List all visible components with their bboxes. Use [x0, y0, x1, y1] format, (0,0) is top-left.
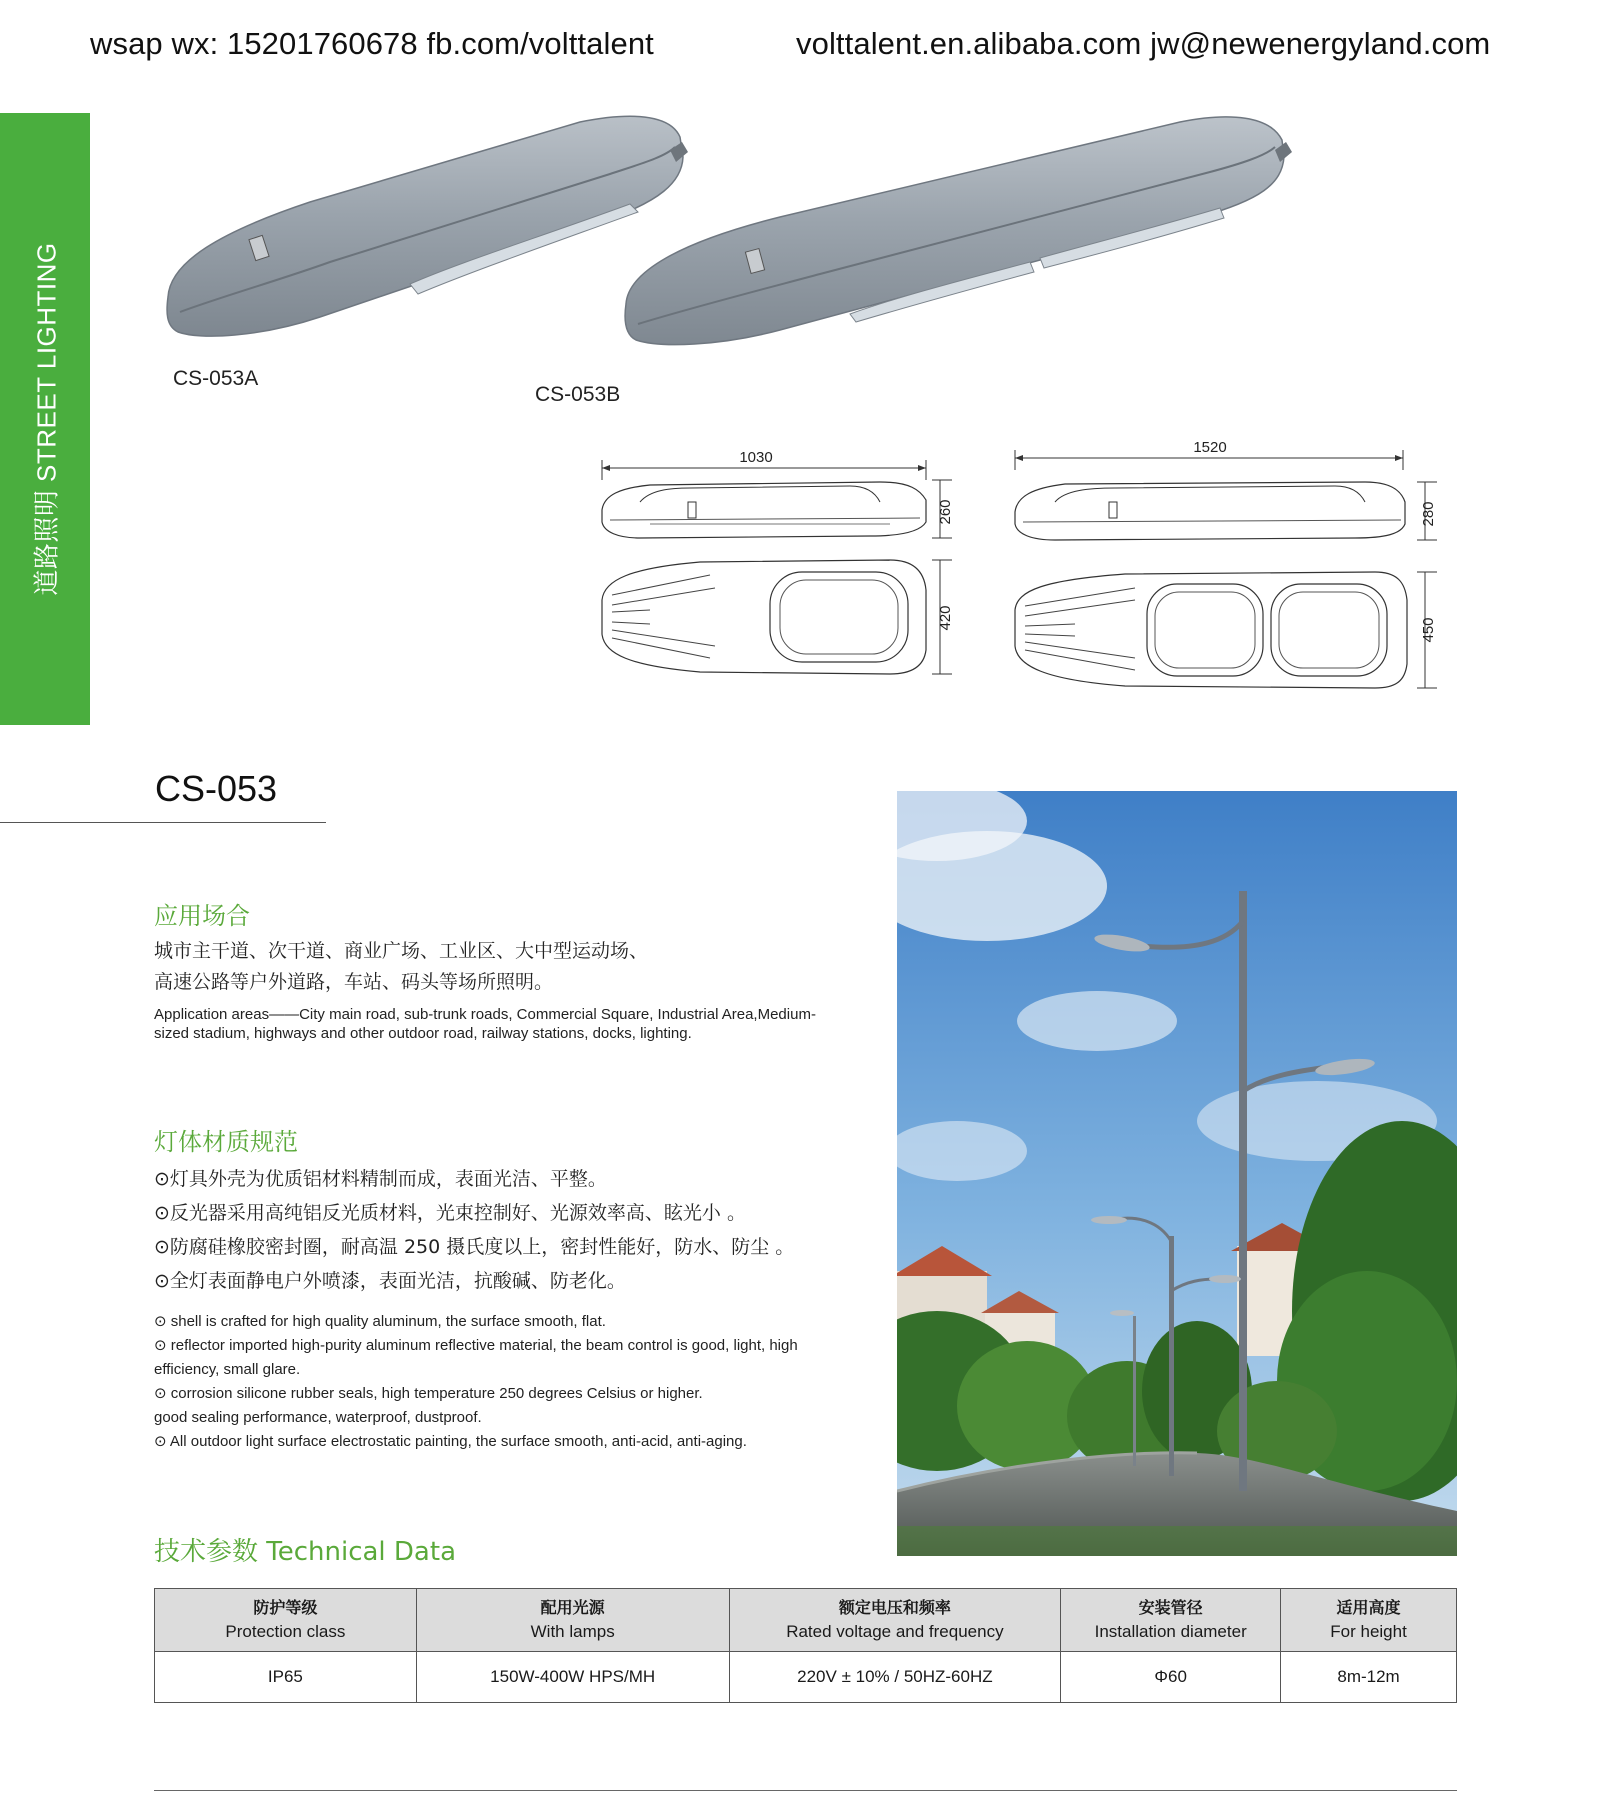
- dimension-drawing-a: [590, 440, 970, 710]
- header-height: [1281, 1589, 1457, 1652]
- title-divider: [0, 822, 326, 823]
- product-title: CS-053: [155, 768, 278, 809]
- lamp-photo-cs-053a: [160, 112, 690, 347]
- header-en: With lamps: [530, 1622, 615, 1641]
- header-zh: 安装管径: [1138, 1598, 1203, 1617]
- header-lamps: [416, 1589, 729, 1652]
- application-heading: 应用场合: [154, 902, 250, 930]
- table-row: [155, 1652, 1457, 1703]
- dim-b-length: 1520: [1193, 439, 1227, 456]
- material-zh-list: [154, 1162, 884, 1298]
- dim-b-width: 450: [1420, 617, 1437, 643]
- header-en: Protection class: [225, 1622, 346, 1641]
- model-label-a: CS-053A: [173, 367, 259, 390]
- material-en-line: good sealing performance, waterproof, dustproof.: [154, 1409, 482, 1426]
- application-zh-line: 城市主干道、次干道、商业广场、工业区、大中型运动场、: [154, 940, 649, 962]
- material-heading: 灯体材质规范: [154, 1128, 298, 1156]
- material-en-line: ⊙ shell is crafted for high quality aluminum, the surface smooth, flat.: [154, 1313, 606, 1330]
- tech-data-heading: 技术参数 Technical Data: [154, 1537, 456, 1567]
- material-en-list: [154, 1310, 884, 1454]
- cell-height: 8m-12m: [1281, 1652, 1457, 1703]
- cell-lamps: 150W-400W HPS/MH: [416, 1652, 729, 1703]
- material-zh-item: ⊙防腐硅橡胶密封圈，耐高温 250 摄氏度以上，密封性能好，防水、防尘 。: [154, 1236, 795, 1258]
- header-zh: 额定电压和频率: [838, 1598, 951, 1617]
- dim-a-height: 260: [937, 499, 954, 525]
- application-en-line: Application areas——City main road, sub-trunk roads, Commercial Square, Industrial Area,Medium-: [154, 1006, 816, 1023]
- cell-protection-class: IP65: [155, 1652, 417, 1703]
- tech-data-table: [154, 1588, 1457, 1703]
- dim-a-length: 1030: [739, 449, 773, 466]
- table-header-row: [155, 1589, 1457, 1652]
- contact-web-email: volttalent.en.alibaba.com jw@newenergyland.com: [796, 26, 1491, 61]
- application-zh-line: 高速公路等户外道路，车站、码头等场所照明。: [154, 971, 554, 993]
- header-zh: 配用光源: [540, 1598, 605, 1617]
- header-en: For height: [1330, 1622, 1407, 1641]
- header-zh: 防护等级: [253, 1598, 318, 1617]
- category-side-tab: [0, 113, 90, 725]
- contact-wechat-facebook: wsap wx: 15201760678 fb.com/volttalent: [90, 26, 654, 61]
- header-en: Rated voltage and frequency: [786, 1622, 1004, 1641]
- dim-b-height: 280: [1420, 501, 1437, 527]
- application-en-line: sized stadium, highways and other outdoor road, railway stations, docks, lighting.: [154, 1025, 692, 1042]
- bottom-divider: [154, 1790, 1457, 1791]
- application-en: [154, 1005, 894, 1043]
- material-zh-item: ⊙灯具外壳为优质铝材料精制而成，表面光洁、平整。: [154, 1168, 607, 1190]
- cell-voltage: 220V ± 10% / 50HZ-60HZ: [729, 1652, 1061, 1703]
- category-label: 道路照明 STREET LIGHTING: [31, 242, 62, 596]
- cell-diameter: Φ60: [1061, 1652, 1281, 1703]
- header-protection-class: [155, 1589, 417, 1652]
- street-scene-photo: [897, 791, 1457, 1556]
- dim-a-width: 420: [937, 605, 954, 631]
- header-zh: 适用高度: [1336, 1598, 1401, 1617]
- model-label-b: CS-053B: [535, 383, 621, 406]
- material-en-line: ⊙ reflector imported high-purity aluminum reflective material, the beam control is good, light, high: [154, 1337, 798, 1354]
- material-en-line: efficiency, small glare.: [154, 1361, 301, 1378]
- lamp-photo-cs-053b: [620, 112, 1300, 352]
- header-en: Installation diameter: [1094, 1622, 1247, 1641]
- application-zh: [154, 936, 874, 998]
- header-diameter: [1061, 1589, 1281, 1652]
- material-en-line: ⊙ corrosion silicone rubber seals, high temperature 250 degrees Celsius or higher.: [154, 1385, 703, 1402]
- material-zh-item: ⊙全灯表面静电户外喷漆，表面光洁，抗酸碱、防老化。: [154, 1270, 626, 1292]
- material-en-line: ⊙ All outdoor light surface electrostatic painting, the surface smooth, anti-acid, anti-aging.: [154, 1433, 747, 1450]
- material-zh-item: ⊙反光器采用高纯铝反光质材料，光束控制好、光源效率高、眩光小 。: [154, 1202, 746, 1224]
- header-voltage: [729, 1589, 1061, 1652]
- dimension-drawing-b: [1005, 430, 1450, 720]
